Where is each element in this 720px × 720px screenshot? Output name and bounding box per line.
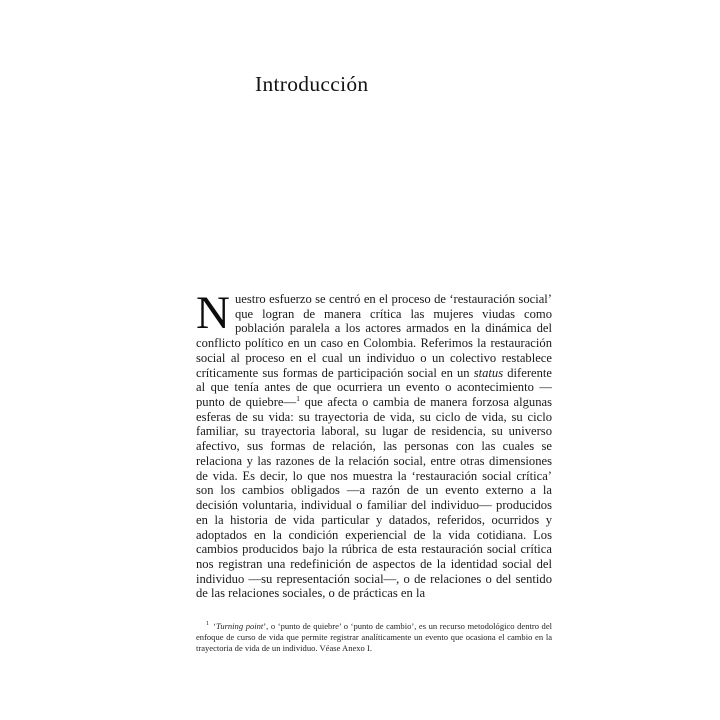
footnote-italic-turning-point: Turning point: [216, 621, 264, 631]
drop-cap-letter: N: [196, 287, 230, 339]
footnote-number: 1: [206, 621, 210, 628]
footnote-area: [196, 621, 552, 654]
body-text-column: [196, 287, 552, 601]
paragraph-italic-status: status: [473, 365, 504, 380]
paragraph-segment-1: uestro esfuerzo se centró en el proceso de ‘restauración social’ que logran de manera crítica las mujeres viudas como población paralela a los actores armados en la dinámica del conflicto político en un caso en Colombia. Referimos la restauración social al proceso en el cual un individuo o un colectivo restablece críticamente sus formas de participación social en un: [196, 292, 552, 380]
paragraph-segment-3: que afecta o cambia de manera forzosa algunas esferas de su vida: su trayectoria de vida, su ciclo de vida, su ciclo familiar, su trayectoria laboral, su lugar de residencia, su universo afectivo, sus formas de relación, las personas con las cuales se relaciona y las razones de la relación social, entre otras dimensiones de vida. Es decir, lo que nos muestra la ‘restauración social crítica’ son los cambios obligados —a razón de un evento externo a la decisión voluntaria, individual o familiar del individuo— producidos en la historia de vida particular y datados, referidos, ocurridos y adoptados en la condición experiencial de la vida cotidiana. Los cambios producidos bajo la rúbrica de esta restauración social crítica nos registran una redefinición de aspectos de la identidad social del individuo —su representación social—, o de relaciones o del sentido de las relaciones sociales, o de prácticas en la: [196, 395, 552, 601]
footnote-reference-marker[interactable]: 1: [296, 393, 300, 403]
opening-paragraph: [196, 287, 552, 601]
paragraph-segment-2: diferente al que tenía antes de que ocurriera un evento o acontecimiento —punto de quiebre—: [196, 365, 552, 410]
footnote-item: [196, 621, 552, 654]
footnote-segment-1: ‘: [210, 621, 217, 631]
page-title: Introducción: [255, 72, 369, 96]
footnote-segment-2: ’, o ‘punto de quiebre’ o ‘punto de cambio’, es un recurso metodológico dentro del enfoque de curso de vida que permite registrar analíticamente un evento que ocasiona el cambio en la trayectoria de vida de un individuo. Véase Anexo I.: [196, 621, 553, 653]
